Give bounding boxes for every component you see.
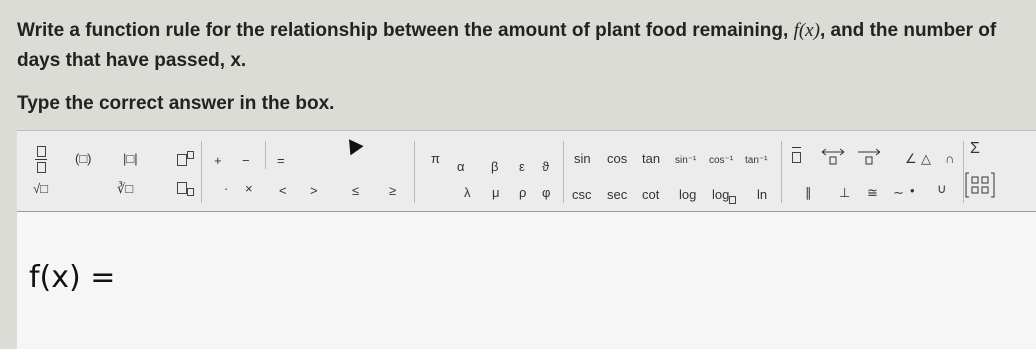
- csc-button[interactable]: csc: [572, 187, 592, 202]
- mu-button[interactable]: μ: [492, 185, 500, 200]
- rho-button[interactable]: ρ: [519, 185, 527, 200]
- subscript-button[interactable]: [177, 179, 194, 200]
- equals-button[interactable]: =: [277, 153, 285, 168]
- fraction-button[interactable]: [35, 145, 47, 173]
- phi-button[interactable]: φ: [542, 185, 551, 200]
- exponent-button[interactable]: [177, 147, 194, 167]
- congruent-button[interactable]: ≅: [867, 185, 878, 200]
- beta-button[interactable]: β: [491, 159, 499, 174]
- pi-button[interactable]: π: [431, 151, 440, 166]
- summation-button[interactable]: Σ: [970, 140, 980, 157]
- alpha-button[interactable]: α: [457, 159, 465, 174]
- parallel-button[interactable]: ∥: [805, 185, 812, 200]
- less-than-button[interactable]: <: [279, 183, 287, 198]
- line-button[interactable]: [821, 147, 845, 171]
- absolute-value-button[interactable]: |□|: [123, 151, 138, 166]
- epsilon-button[interactable]: ε: [519, 159, 525, 174]
- greater-equal-button[interactable]: ≥: [389, 183, 397, 198]
- function-notation: f(x): [793, 20, 820, 41]
- arcsin-button[interactable]: sin⁻¹: [675, 155, 697, 166]
- arccos-button[interactable]: cos⁻¹: [709, 155, 734, 166]
- log-base-label: log: [712, 187, 730, 202]
- ln-button[interactable]: ln: [757, 187, 768, 202]
- union-button[interactable]: ∪: [937, 181, 947, 196]
- sin-button[interactable]: sin: [574, 151, 591, 166]
- similar-button[interactable]: ∼: [893, 185, 904, 200]
- intersection-button[interactable]: ∩: [945, 151, 955, 166]
- answer-label: f(x) =: [29, 260, 116, 295]
- question-text-part-2: , and the number of days that have passed, x.: [17, 20, 997, 71]
- bullet-button[interactable]: •: [910, 183, 915, 198]
- answer-input[interactable]: [147, 252, 1011, 304]
- log-base-button[interactable]: [712, 187, 736, 208]
- less-equal-button[interactable]: ≤: [352, 183, 360, 198]
- cos-button[interactable]: cos: [607, 151, 628, 166]
- dot-multiply-button[interactable]: ·: [224, 181, 229, 196]
- answer-area: [17, 212, 1036, 349]
- perpendicular-button[interactable]: ⊥: [839, 185, 851, 200]
- triangle-button[interactable]: △: [921, 151, 931, 166]
- question-text-part-1: Write a function rule for the relationship between the amount of plant food remaining,: [17, 20, 794, 41]
- instruction-text: Type the correct answer in the box.: [17, 93, 335, 114]
- matrix-button[interactable]: [965, 171, 995, 203]
- square-root-button[interactable]: √□: [33, 181, 48, 196]
- theta-button[interactable]: ϑ: [542, 159, 550, 174]
- math-toolbar: [17, 130, 1036, 213]
- minus-button[interactable]: −: [242, 153, 250, 168]
- angle-button[interactable]: ∠: [905, 151, 917, 166]
- plus-button[interactable]: +: [214, 153, 222, 168]
- segment-button[interactable]: [792, 147, 801, 165]
- lambda-button[interactable]: λ: [464, 185, 471, 200]
- tan-button[interactable]: tan: [642, 151, 661, 166]
- greater-than-button[interactable]: >: [310, 183, 318, 198]
- log-button[interactable]: log: [679, 187, 697, 202]
- ray-button[interactable]: [857, 147, 881, 171]
- parentheses-button[interactable]: (□): [75, 151, 92, 166]
- question-text: [17, 16, 1017, 76]
- nth-root-button[interactable]: ∛□: [117, 181, 134, 196]
- cot-button[interactable]: cot: [642, 187, 660, 202]
- arctan-button[interactable]: tan⁻¹: [745, 155, 768, 166]
- times-button[interactable]: ×: [245, 181, 253, 196]
- sec-button[interactable]: sec: [607, 187, 628, 202]
